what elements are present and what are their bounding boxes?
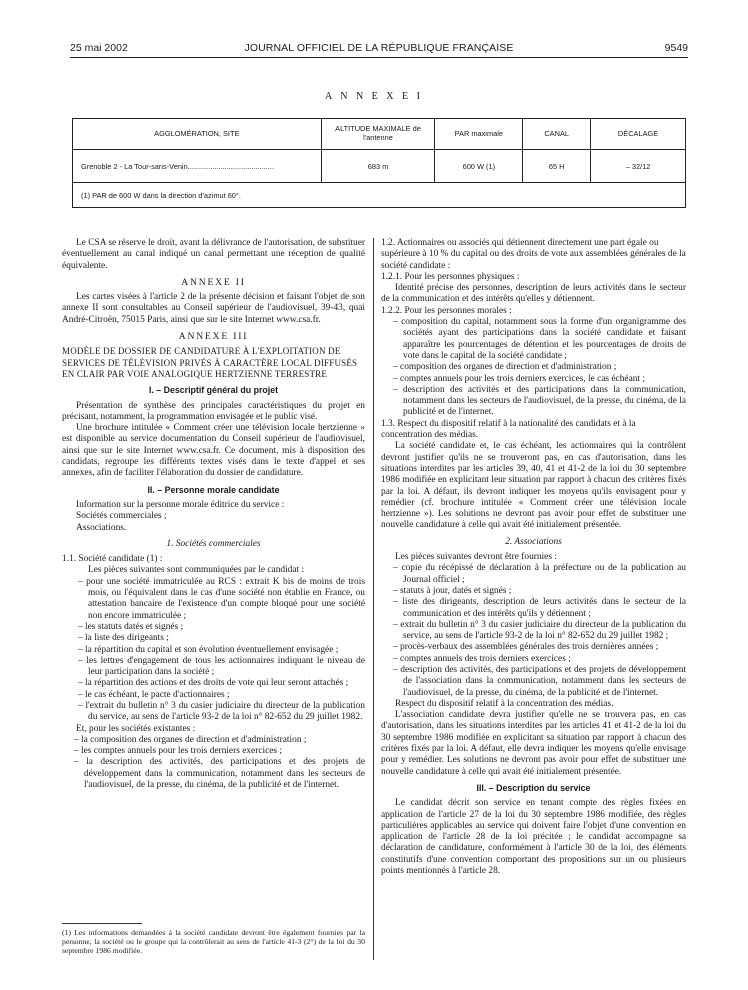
annexe-1-title: A N N E X E I: [325, 91, 423, 102]
section-1-para-1: Présentation de synthèse des principales caractéristiques du projet en précisant, notamment, la programmation envisagée et le public visé.: [62, 400, 365, 422]
list-item: – la liste des dirigeants ;: [78, 633, 169, 644]
list-item: – les comptes annuels pour les trois derniers exercices ;: [74, 746, 283, 757]
page-number: 9549: [664, 42, 688, 54]
list-item: – comptes annuels pour les trois derniers exercices, le cas échéant ;: [393, 373, 645, 384]
section-3-text: Le candidat décrit son service en tenant compte des règles fixées en application de l'article 27 de la loi du 30 septembre 1986 modifiée, des règles particulières applicables au service qui doivent faire l'objet d'une convention en application de l'article 28 de la loi précitée ; le candidat accompagne sa déclaration de candidature, conformément à l'article 30 de la loi, des éléments constitutifs d'une convention comportant des propositions sur un ou plusieurs points mentionnés à l'article 28.: [381, 798, 686, 877]
associations-lead: Les pièces suivantes devront être fournies :: [395, 552, 557, 563]
list-item: – comptes annuels des trois derniers exercices ;: [393, 653, 571, 664]
section-1-3-text: La société candidate et, le cas échéant, les actionnaires qui la contrôlent devront justifier qu'ils ne se trouveront pas, en cas d'autorisation, dans les situations interdites par les articles 39, 40, 41 et 41-2 de la loi du 30 septembre 1986 modifiée en explicitant leur situation par rapport à chacun des critères fixés par la loi. A défaut, ils devront indiquer les moyens qu'ils envisagent pour y remédier (cf. brochure intitulée « Comment créer une télévision locale hertzienne »). Les solutions ne devront pas avoir pour effet de substituer une nouvelle candidature à celle qui avait été initialement présentée.: [381, 441, 686, 531]
list-item: – la répartition des actions et des droits de vote qui leur seront attachés ;: [78, 678, 349, 689]
list-item: – la composition des organes de direction et d'administration ;: [74, 734, 307, 745]
section-1-para-2: Une brochure intitulée « Comment créer une télévision locale hertzienne » est disponible au service documentation du Conseil supérieur de l'audiovisuel, ainsi que sur le site Internet www.csa.fr. Ce document, mis à disposition des candidats, regroupe les différents textes visés dans le texte d'appel et ses annexes, afin de faciliter l'élaboration du dossier de candidature.: [62, 423, 365, 479]
table-header-row: [73, 119, 686, 150]
table-header-cell: AGGLOMÉRATION, SITE: [73, 119, 322, 150]
section-1-2-1-text: Identité précise des personnes, description de leurs activités dans le secteur de la communication et des intérêts qu'elles y détiennent.: [381, 283, 686, 305]
table-row: [73, 150, 686, 183]
list-item: – la répartition du capital et son évolution éventuellement envisagée ;: [78, 644, 339, 655]
list-item: – les statuts datés et signés ;: [78, 621, 184, 632]
annexe-2-title: ANNEXE II: [181, 276, 246, 288]
existing-companies-lead: Et, pour les sociétés existantes :: [76, 723, 196, 734]
table-cell: 65 H: [523, 150, 591, 183]
section-2-1-title: 1. Sociétés commerciales: [166, 538, 261, 549]
section-2-title: II. – Personne morale candidate: [147, 484, 280, 495]
header-rule: [70, 57, 688, 58]
section-2-para-2: Sociétés commerciales ;: [76, 511, 167, 522]
header-date: 25 mai 2002: [70, 42, 128, 54]
csa-paragraph: Le CSA se réserve le droit, avant la délivrance de l'autorisation, de substituer éventuellement au canal indiqué un canal permettant une réception de qualité équivalente.: [62, 238, 365, 271]
footnote-rule: [62, 923, 142, 924]
list-item: – le cas échéant, le pacte d'actionnaires ;: [78, 689, 230, 700]
left-column: [62, 238, 365, 791]
section-1-title: I. – Descriptif général du projet: [148, 385, 279, 396]
section-1-3-heading: 1.3. Respect du dispositif relatif à la nationalité des candidats et à la concentration des médias.: [381, 418, 636, 441]
section-1-1-lead: Les pièces suivantes sont communiquées par le candidat :: [88, 565, 305, 576]
frequency-table: [72, 118, 686, 208]
section-2-para-1: Information sur la personne morale éditrice du service :: [76, 499, 285, 510]
table-cell: – 32/12: [591, 150, 686, 183]
section-2-para-3: Associations.: [76, 522, 127, 533]
footnote: (1) Les informations demandées à la société candidate devront être également fournies par la personne, la société ou le groupe qui la contrôlerait au sens de l'article 41-3 (2°) de la loi du 30 septembre 1986 modifiée.: [62, 928, 365, 956]
associations-respect-text: L'association candidate devra justifier qu'elle ne se trouvera pas, en cas d'autorisation, dans les situations interdites par les articles 41 et 41-2 de la loi du 30 septembre 1986 modifiée en explicitant sa situation par rapport à chacun des critères fixés par la loi. A défaut, elle devra indiquer les moyens qu'elle envisage pour y remédier. Les solutions ne devront pas avoir pour effet de substituer une nouvelle candidature à celle qui avait été initialement présentée.: [381, 710, 686, 777]
list-item: – la description des activités, des participations et des projets de développement dans la communication, notamment dans les secteurs de l'audiovisuel, de la presse, du cinéma, de la publicité et de l'internet.: [74, 757, 365, 791]
list-item: – pour une société immatriculée au RCS : extrait K bis de moins de trois mois, ou l'équivalent dans le cas d'une société non établie en France, ou attestation bancaire de l'existence d'un compte bloqué pour une société non encore immatriculée ;: [78, 576, 365, 621]
table-cell: 600 W (1): [435, 150, 523, 183]
list-item: – extrait du bulletin n° 3 du casier judiciaire du directeur de la publication du service, au sens de l'article 93-2 de la loi n° 82-652 du 29 juillet 1982 ;: [393, 619, 686, 642]
annexe-3-subtitle: MODÈLE DE DOSSIER DE CANDIDATURE À L'EXPLOITATION DE SERVICES DE TÉLÉVISION PRIVÉS À CARACTÈRE LOCAL DIFFUSÉS EN CLAIR PAR VOIE ANALOGIQUE HERTZIENNE TERRESTRE: [62, 346, 358, 379]
section-1-2-1-heading: 1.2.1. Pour les personnes physiques :: [381, 271, 520, 282]
list-item: – composition des organes de direction et d'administration ;: [393, 362, 617, 373]
journal-title: JOURNAL OFFICIEL DE LA RÉPUBLIQUE FRANÇAISE: [244, 42, 514, 54]
table-cell: 683 m: [321, 150, 435, 183]
list-item: – procès-verbaux des assemblées générales des trois dernières années ;: [393, 642, 659, 653]
list-item: – description des activités, des participations et des projets de développement de l'association dans la communication, notamment dans les secteurs de l'audiovisuel, de la presse, du cinéma, de la publicité et de l'internet.: [393, 664, 686, 698]
table-header-cell: PAR maximale: [435, 119, 523, 150]
page-header: [70, 42, 688, 58]
associations-respect-heading: Respect du dispositif relatif à la concentration des médias.: [395, 698, 614, 709]
column-divider: [373, 238, 374, 960]
table-note-row: [73, 183, 686, 208]
table-note: (1) PAR de 600 W dans la direction d'azimut 60°.: [73, 183, 686, 208]
annexe-2-paragraph: Les cartes visées à l'article 2 de la présente décision et faisant l'objet de son annexe II sont consultables au Conseil supérieur de l'audiovisuel, 39-43, quai André-Citroën, 75015 Paris, ainsi que sur le site Internet www.csa.fr.: [62, 292, 365, 325]
section-2-2-title: 2. Associations: [505, 536, 562, 547]
table-header-cell: ALTITUDE MAXIMALE de l'antenne: [321, 119, 435, 150]
section-1-2-2-heading: 1.2.2. Pour les personnes morales :: [381, 305, 512, 316]
section-1-2-heading: 1.2. Actionnaires ou associés qui détiennent directement une part égale ou supérieure à 10 % du capital ou des droits de vote aux assemblées générales de la société candidate :: [381, 238, 686, 271]
list-item: – les lettres d'engagement de tous les actionnaires indiquant le niveau de leur participation dans la société ;: [78, 655, 365, 678]
table-header-cell: CANAL: [523, 119, 591, 150]
annexe-3-title: ANNEXE III: [178, 331, 249, 343]
list-item: – composition du capital, notamment sous la forme d'un organigramme des sociétés ayant des participations dans la société candidate et faisant apparaître les pourcentages de détention et les pourcentages de droits de vote dans le capital de la société candidate ;: [393, 317, 686, 361]
section-3-title: III. – Description du service: [476, 782, 591, 793]
list-item: – liste des dirigeants, description de leurs activités dans le secteur de la communication et des intérêts qu'ils y détiennent ;: [393, 597, 686, 619]
table-header-cell: DÉCALAGE: [591, 119, 686, 150]
right-column: [381, 238, 686, 877]
list-item: – l'extrait du bulletin n° 3 du casier judiciaire du directeur de la publication du service, au sens de l'article 93-2 de la loi n° 82-652 du 29 juillet 1982.: [78, 700, 365, 723]
list-item: – copie du récépissé de déclaration à la préfecture ou de la publication au Journal officiel ;: [393, 563, 686, 585]
table-cell-site: Grenoble 2 - La Tour-sans-Venin..........................................: [73, 150, 322, 183]
list-item: – description des activités et des participations dans la communication, notamment dans les secteurs de l'audiovisuel, de la presse, du cinéma, de la publicité et de l'internet.: [393, 384, 686, 418]
section-1-1-heading: 1.1. Société candidate (1) :: [62, 554, 163, 565]
list-item: – statuts à jour, datés et signés ;: [393, 585, 512, 596]
